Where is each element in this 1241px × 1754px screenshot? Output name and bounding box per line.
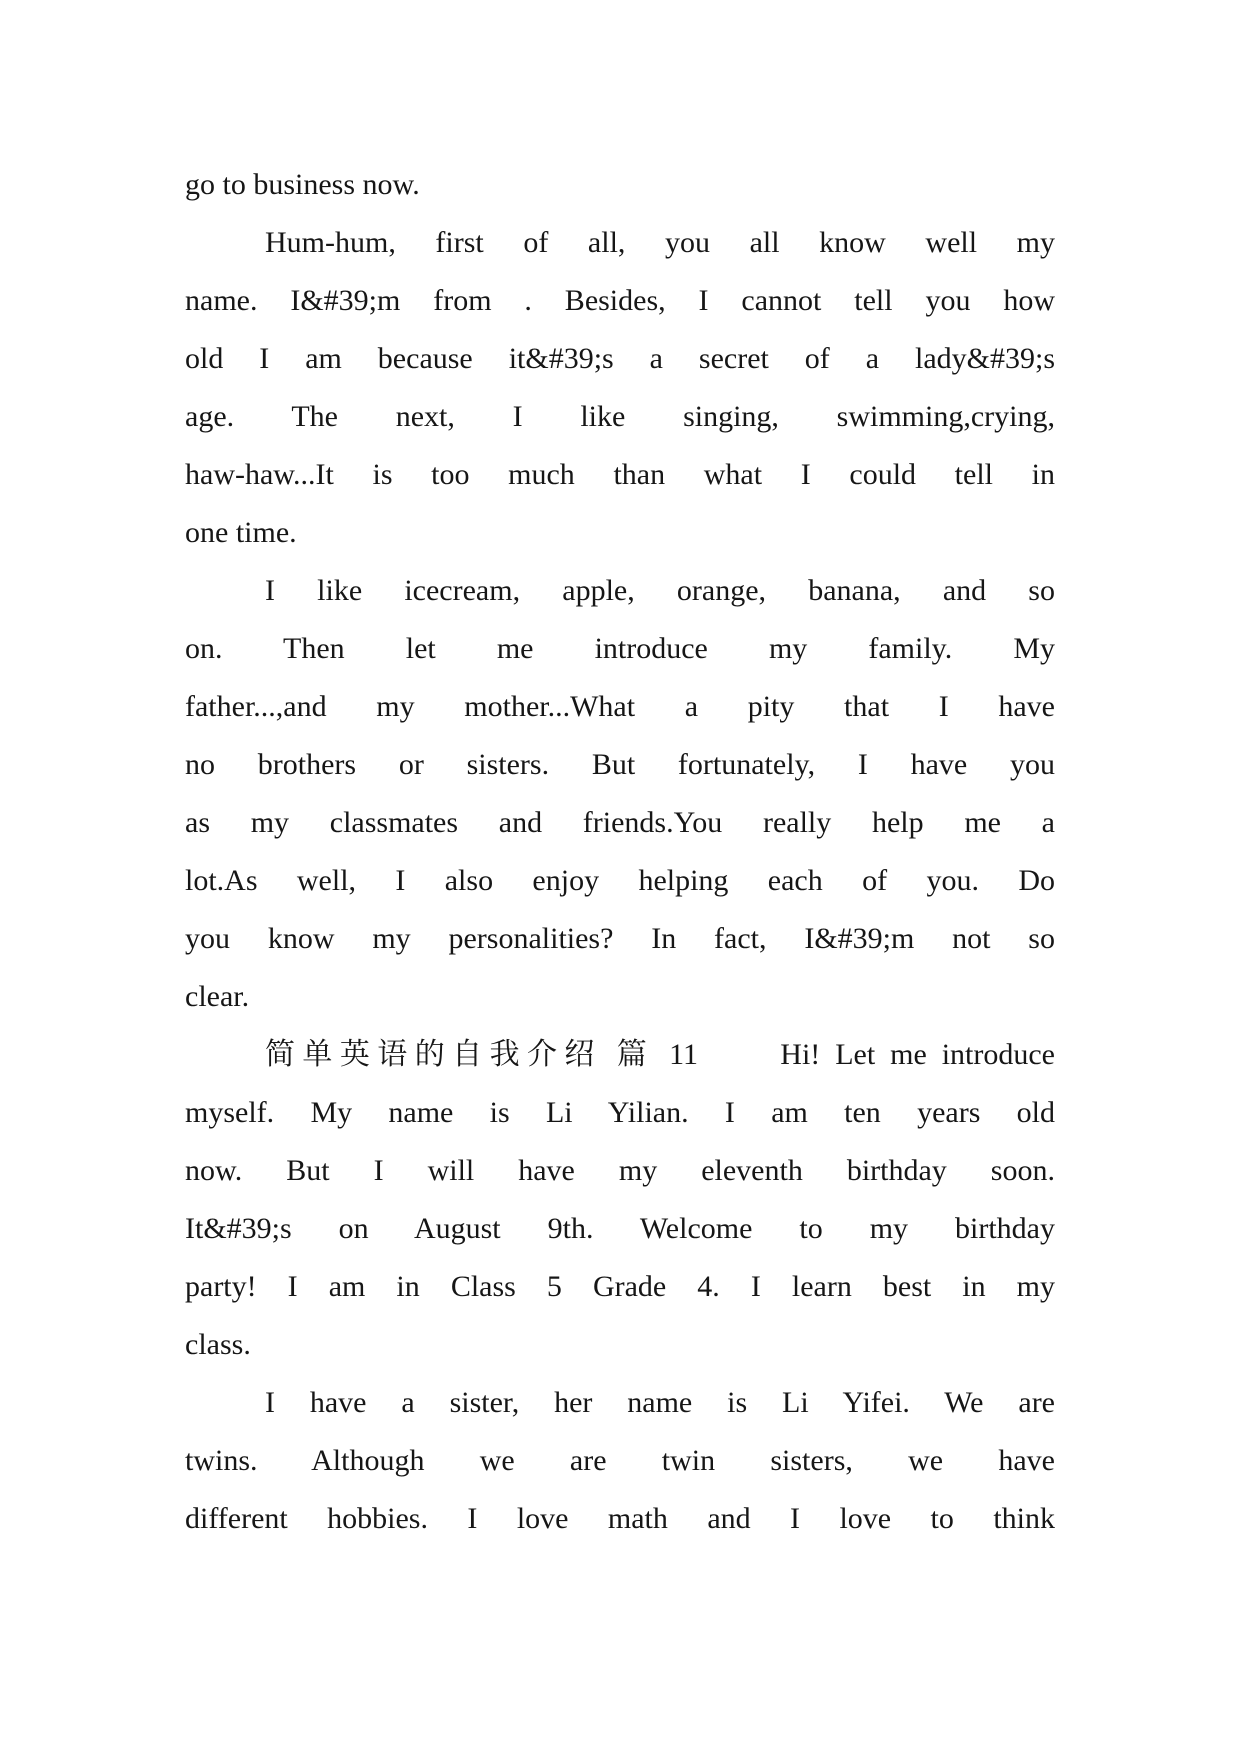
text-line: clear. <box>185 980 250 1013</box>
text-line: one time. <box>185 516 297 549</box>
text-line: on. Then let me introduce my family. My <box>185 632 1055 665</box>
paragraph <box>185 1026 1055 1374</box>
document-text <box>185 156 1055 1548</box>
text-line: now. But I will have my eleventh birthday soon. <box>185 1154 1055 1187</box>
text-line: old I am because it&#39;s a secret of a lady&#39;s <box>185 342 1055 375</box>
text-line: age. The next, I like singing, swimming,crying, <box>185 400 1055 433</box>
text-line: I like icecream, apple, orange, banana, and so <box>265 574 1055 607</box>
text-line: 简单英语的自我介绍 篇 11 Hi! Let me introduce <box>265 1038 1055 1071</box>
text-line: I have a sister, her name is Li Yifei. We are <box>265 1386 1055 1419</box>
paragraph <box>185 156 1055 214</box>
text-line: party! I am in Class 5 Grade 4. I learn best in my <box>185 1270 1055 1303</box>
paragraph <box>185 562 1055 1026</box>
text-line: you know my personalities? In fact, I&#39;m not so <box>185 922 1055 955</box>
text-line: different hobbies. I love math and I love to think <box>185 1502 1055 1535</box>
paragraph <box>185 1374 1055 1548</box>
text-line: haw-haw...It is too much than what I could tell in <box>185 458 1055 491</box>
text-line: as my classmates and friends.You really help me a <box>185 806 1055 839</box>
text-line: Hum-hum, first of all, you all know well my <box>265 226 1055 259</box>
text-line: myself. My name is Li Yilian. I am ten years old <box>185 1096 1055 1129</box>
text-line: no brothers or sisters. But fortunately, I have you <box>185 748 1055 781</box>
text-line: twins. Although we are twin sisters, we have <box>185 1444 1055 1477</box>
text-line: father...,and my mother...What a pity that I have <box>185 690 1055 723</box>
text-line: go to business now. <box>185 168 420 201</box>
paragraph <box>185 214 1055 562</box>
text-line: name. I&#39;m from . Besides, I cannot tell you how <box>185 284 1055 317</box>
text-line: It&#39;s on August 9th. Welcome to my birthday <box>185 1212 1055 1245</box>
text-line: lot.As well, I also enjoy helping each of you. Do <box>185 864 1055 897</box>
text-line: class. <box>185 1328 251 1361</box>
